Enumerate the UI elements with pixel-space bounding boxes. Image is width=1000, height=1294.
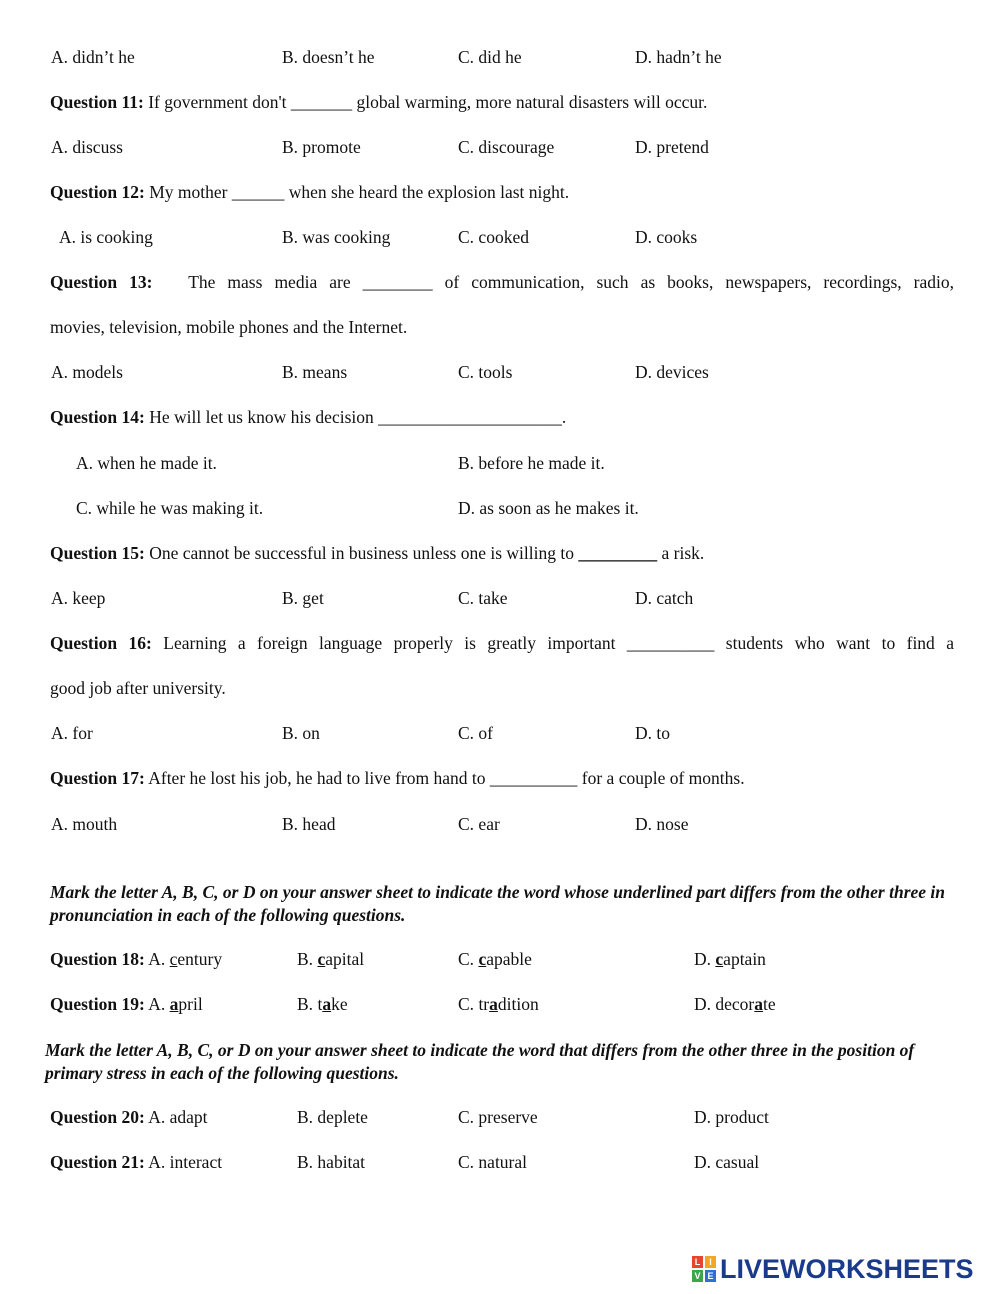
q16-option-b[interactable]: B. on [282,723,320,743]
q20-option-a[interactable]: A. adapt [144,1107,208,1127]
question-16-line-2: good job after university. [50,678,226,698]
q18-option-d-prefix: D. [694,949,716,969]
question-20 [50,1106,208,1128]
logo-text: LIVEWORKSHEETS [720,1253,974,1284]
q11-option-d[interactable]: D. pretend [635,137,709,157]
question-15-text-after: a risk. [657,543,705,563]
q18-option-a-post: entury [177,949,223,969]
question-13-label: Question 13: [50,272,153,292]
question-11 [50,91,707,113]
q16-option-d[interactable]: D. to [635,723,670,743]
q20-option-c[interactable]: C. preserve [458,1107,538,1127]
question-15 [50,542,704,564]
q19-option-b[interactable] [297,993,348,1015]
q18-option-d-underlined: c [715,949,724,969]
question-13-line-2: movies, television, mobile phones and the Internet. [50,317,408,337]
q19-option-b-pre: t [317,994,323,1014]
q10-option-b[interactable]: B. doesn’t he [282,47,375,67]
q18-option-c-post: apable [486,949,532,969]
logo-tile-v: V [692,1270,703,1282]
question-11-label: Question 11: [50,92,144,112]
liveworksheets-logo[interactable] [692,1254,974,1284]
q17-option-c[interactable]: C. ear [458,814,500,834]
q19-option-b-post: ke [331,994,348,1014]
q21-option-d[interactable]: D. casual [694,1152,760,1172]
q14-option-c[interactable]: C. while he was making it. [76,498,264,518]
question-17-label: Question 17: [50,768,145,788]
q18-option-b-underlined: c [317,949,326,969]
question-17 [50,767,745,789]
q21-option-b[interactable]: B. habitat [297,1152,366,1172]
question-14 [50,406,566,428]
q19-option-d[interactable] [694,993,776,1015]
q16-option-a[interactable]: A. for [51,723,93,743]
q19-option-c[interactable] [458,993,539,1015]
question-21-label: Question 21: [50,1152,145,1172]
q19-option-c-underlined: a [489,994,498,1014]
q19-option-b-prefix: B. [297,994,318,1014]
question-18 [50,948,222,970]
q19-option-c-prefix: C. [458,994,479,1014]
q19-option-a-post: pril [178,994,203,1014]
question-19 [50,993,203,1015]
q14-option-d[interactable]: D. as soon as he makes it. [458,498,639,518]
q14-option-a[interactable]: A. when he made it. [76,453,217,473]
q18-option-c-prefix: C. [458,949,479,969]
q19-option-d-post: te [763,994,776,1014]
q18-option-a-prefix: A. [144,949,170,969]
q19-option-a-prefix: A. [144,994,170,1014]
instruction-stress: Mark the letter A, B, C, or D on your answer sheet to indicate the word that differs from the other three in the position of primary stress in each of the following questions. [45,1040,915,1083]
q19-option-d-prefix: D. [694,994,716,1014]
logo-tiles-icon [692,1256,716,1282]
q18-option-d-post: aptain [723,949,766,969]
q15-option-c[interactable]: C. take [458,588,508,608]
q18-option-b-prefix: B. [297,949,318,969]
q21-option-a[interactable]: A. interact [144,1152,223,1172]
question-11-text: If government don't _______ global warming, more natural disasters will occur. [143,92,708,112]
question-14-text: He will let us know his decision _____________________. [144,407,567,427]
q19-option-d-underlined: a [754,994,764,1014]
question-12-text: My mother ______ when she heard the explosion last night. [144,182,570,202]
q18-option-c[interactable] [458,948,532,970]
question-15-label: Question 15: [50,543,145,563]
question-12 [50,181,569,203]
q12-option-c[interactable]: C. cooked [458,227,529,247]
question-13-line-1 [50,271,954,293]
q15-option-d[interactable]: D. catch [635,588,694,608]
q21-option-c[interactable]: C. natural [458,1152,528,1172]
instruction-pronunciation: Mark the letter A, B, C, or D on your answer sheet to indicate the word whose underlined part differs from the other three in pronunciation in each of the following questions. [50,882,946,925]
logo-tile-l: L [692,1256,703,1268]
q16-option-c[interactable]: C. of [458,723,493,743]
q13-option-c[interactable]: C. tools [458,362,513,382]
q19-option-c-pre: tr [478,994,490,1014]
q10-option-d[interactable]: D. hadn’t he [635,47,722,67]
question-15-blank: _________ [578,543,658,563]
q19-option-d-pre: decor [715,994,755,1014]
logo-tile-i: I [705,1256,716,1268]
logo-tile-e: E [705,1270,716,1282]
q17-option-a[interactable]: A. mouth [51,814,118,834]
q11-option-a[interactable]: A. discuss [51,137,123,157]
question-14-label: Question 14: [50,407,145,427]
q18-option-c-underlined: c [478,949,487,969]
q10-option-a[interactable]: A. didn’t he [51,47,135,67]
question-15-text-before: One cannot be successful in business unless one is willing to [144,543,579,563]
q13-option-a[interactable]: A. models [51,362,123,382]
q17-option-b[interactable]: B. head [282,814,336,834]
q18-option-d[interactable] [694,948,766,970]
q20-option-d[interactable]: D. product [694,1107,769,1127]
q12-option-a[interactable]: A. is cooking [59,227,153,247]
q18-option-b[interactable] [297,948,364,970]
q12-option-b[interactable]: B. was cooking [282,227,391,247]
q10-option-c[interactable]: C. did he [458,47,522,67]
q19-option-c-post: dition [497,994,539,1014]
question-16-text-1: Learning a foreign language properly is greatly important __________ students who want to find a [163,633,954,653]
q15-option-b[interactable]: B. get [282,588,324,608]
q17-option-d[interactable]: D. nose [635,814,689,834]
q19-option-a-underlined: a [169,994,179,1014]
question-18-label: Question 18: [50,949,145,969]
question-13-text-1: The mass media are ________ of communication, such as books, newspapers, recordings, radio, [188,272,954,292]
q13-option-d[interactable]: D. devices [635,362,709,382]
q19-option-b-underlined: a [322,994,332,1014]
question-17-text: After he lost his job, he had to live from hand to __________ for a couple of months. [144,768,745,788]
q11-option-c[interactable]: C. discourage [458,137,555,157]
q14-option-b[interactable]: B. before he made it. [458,453,605,473]
q18-option-a-underlined: c [169,949,178,969]
q18-option-b-post: apital [325,949,365,969]
q12-option-d[interactable]: D. cooks [635,227,698,247]
question-21 [50,1151,222,1173]
question-20-label: Question 20: [50,1107,145,1127]
question-12-label: Question 12: [50,182,145,202]
q11-option-b[interactable]: B. promote [282,137,361,157]
question-16-line-1 [50,632,954,654]
q20-option-b[interactable]: B. deplete [297,1107,368,1127]
question-19-label: Question 19: [50,994,145,1014]
question-16-label: Question 16: [50,633,152,653]
q13-option-b[interactable]: B. means [282,362,348,382]
q15-option-a[interactable]: A. keep [51,588,106,608]
